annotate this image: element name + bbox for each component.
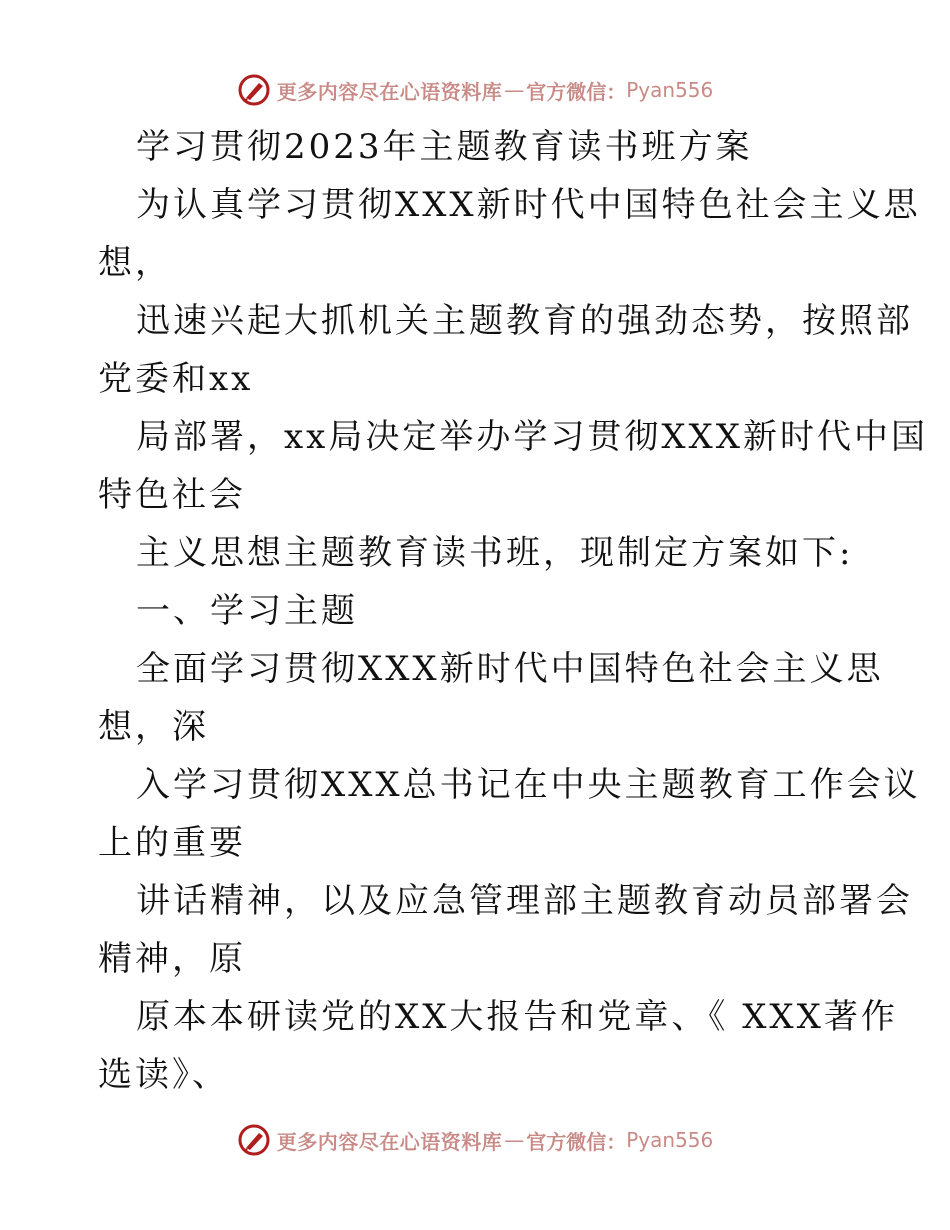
document-body: [98, 118, 928, 1104]
paragraph-line: 想，深: [98, 707, 209, 747]
paragraph-line: 原本本研读党的XX大报告和党章、《 XXX著作: [136, 997, 898, 1037]
paragraph-line: 为认真学习贯彻XXX新时代中国特色社会主义思: [136, 185, 921, 225]
footer-banner: [0, 1120, 950, 1160]
document-title: 学习贯彻2023年主题教育读书班方案: [136, 127, 753, 167]
footer-dash: —: [504, 1128, 525, 1152]
header-dash: —: [504, 78, 525, 102]
paragraph-line: 选读》、: [98, 1055, 229, 1095]
paragraph-line: 讲话精神，以及应急管理部主题教育动员部署会: [136, 881, 913, 921]
footer-promo-text: 更多内容尽在心语资料库: [276, 1129, 503, 1154]
paragraph-line: 迅速兴起大抓机关主题教育的强劲态势，按照部: [136, 301, 913, 341]
paragraph-line: 主义思想主题教育读书班，现制定方案如下:: [136, 533, 854, 573]
header-promo-text: 更多内容尽在心语资料库: [276, 79, 503, 104]
paragraph-line: 党委和xx: [98, 359, 254, 399]
header-banner: [0, 70, 950, 110]
paragraph-line: 局部署，xx局决定举办学习贯彻XXX新时代中国: [136, 417, 928, 457]
footer-wechat-label: 官方微信：: [526, 1129, 627, 1154]
footer-wechat-id: Pyan556: [626, 1128, 714, 1152]
section-heading: 一、学习主题: [136, 591, 358, 631]
paragraph-line: 想，: [98, 243, 172, 283]
paragraph-line: 精神，原: [98, 939, 246, 979]
paragraph-line: 特色社会: [98, 475, 246, 515]
pen-logo-icon: [237, 1123, 271, 1157]
header-wechat-label: 官方微信：: [526, 79, 627, 104]
paragraph-line: 上的重要: [98, 823, 246, 863]
paragraph-line: 入学习贯彻XXX总书记在中央主题教育工作会议: [136, 765, 921, 805]
pen-logo-icon: [237, 73, 271, 107]
paragraph-line: 全面学习贯彻XXX新时代中国特色社会主义思: [136, 649, 884, 689]
header-wechat-id: Pyan556: [626, 78, 714, 102]
